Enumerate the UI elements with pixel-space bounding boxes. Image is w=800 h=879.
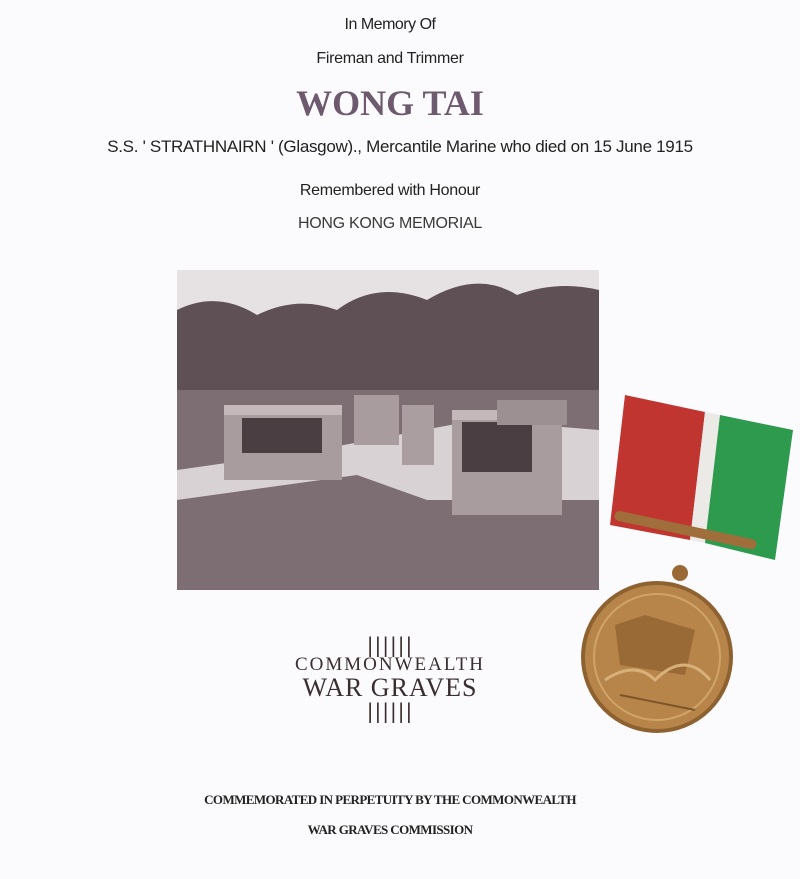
commemoration-line-2: WAR GRAVES COMMISSION xyxy=(307,822,473,837)
cwgc-logo xyxy=(290,635,490,721)
logo-bars-top: |||||| xyxy=(366,633,414,657)
logo-bars-bottom: |||||| xyxy=(366,699,414,723)
logo-line-1: COMMONWEALTH xyxy=(294,654,486,675)
remembered-text: Remembered with Honour xyxy=(299,182,481,199)
mercantile-marine-medal xyxy=(575,390,800,740)
casualty-name: WONG TAI xyxy=(296,83,484,123)
commemoration-line-1: COMMEMORATED IN PERPETUITY BY THE COMMONWEALTH xyxy=(204,792,576,807)
memorial-photo xyxy=(177,270,599,590)
rank: Fireman and Trimmer xyxy=(316,50,464,67)
service-details: S.S. ' STRATHNAIRN ' (Glasgow)., Mercantile Marine who died on 15 June 1915 xyxy=(107,137,693,156)
in-memory-heading: In Memory Of xyxy=(344,16,436,33)
memorial-name: HONG KONG MEMORIAL xyxy=(298,215,482,232)
logo-line-2: WAR GRAVES xyxy=(302,673,478,702)
